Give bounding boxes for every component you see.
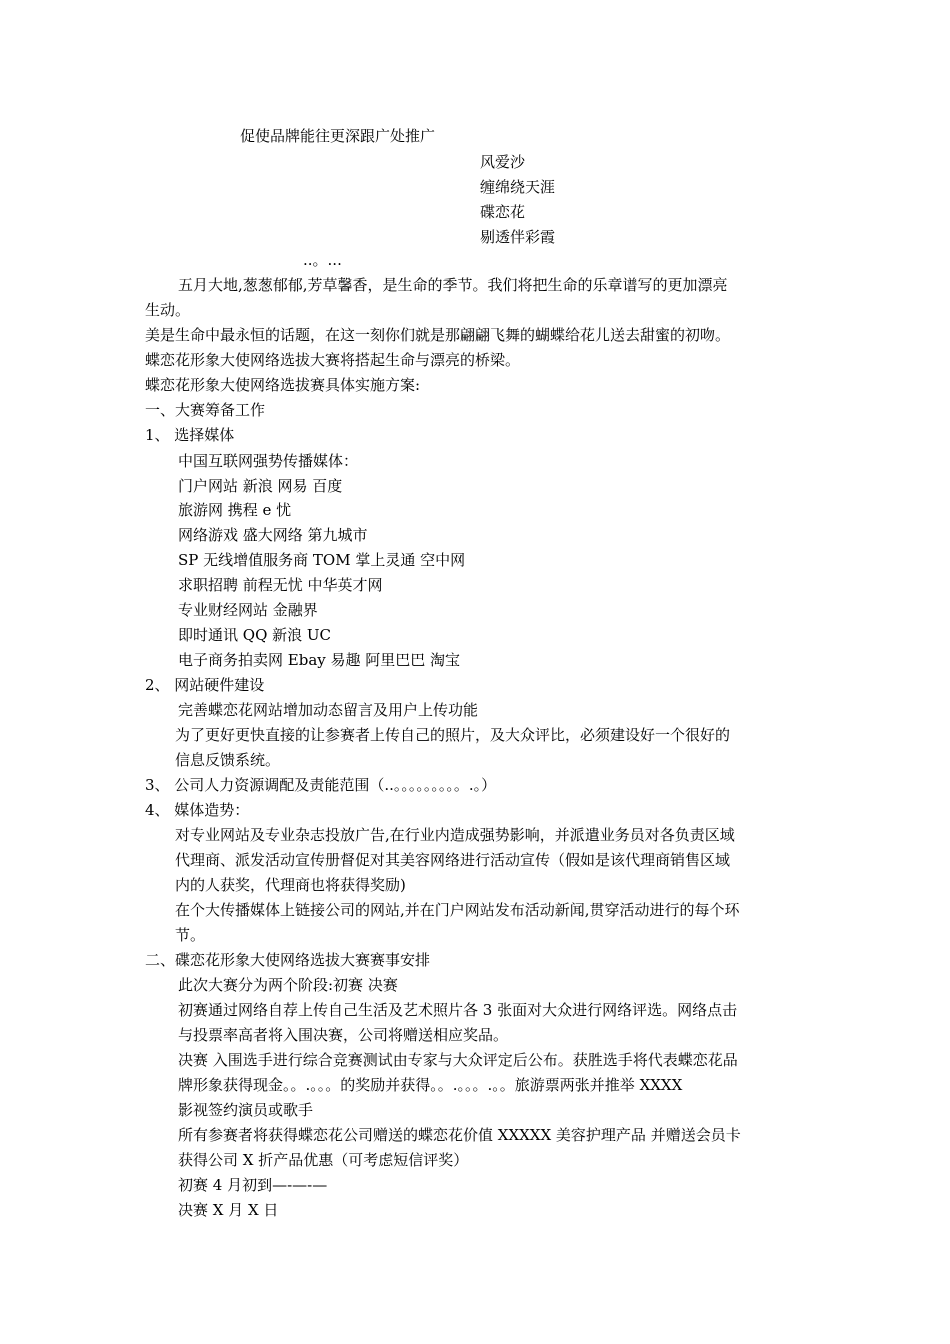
section-1-2-heading: 2、 网站硬件建设 [145, 676, 265, 694]
poem-line-3: 碟恋花 [480, 203, 526, 221]
final-description-cont: 牌形象获得现金。。.。。。的奖励并获得。。.。。。.。。旅游票两张并推举 XXXX [178, 1076, 683, 1094]
media-item: 电子商务拍卖网 Ebay 易趣 阿里巴巴 淘宝 [178, 651, 461, 669]
participant-reward-cont: 获得公司 X 折产品优惠（可考虑短信评奖） [178, 1151, 469, 1169]
section-1-4-heading: 4、 媒体造势： [145, 801, 250, 819]
poem-line-4: 剔透伴彩霞 [480, 228, 556, 246]
media-intro: 中国互联网强势传播媒体： [178, 452, 359, 470]
section-2-heading: 二、碟恋花形象大使网络选拔大赛赛事安排 [145, 951, 431, 969]
section-1-3-heading: 3、 公司人力资源调配及责能范围（..。。。。。。。。。.。） [145, 776, 497, 794]
section-1-1-heading: 1、 选择媒体 [145, 426, 235, 444]
promotion-paragraph-2: 在个大传播媒体上链接公司的网站,并在门户网站发布活动新闻,贯穿活动进行的每个环 [175, 901, 740, 919]
preliminary-description: 初赛通过网络自荐上传自己生活及艺术照片各 3 张面对大众进行网络评选。网络点击 [178, 1001, 738, 1019]
ellipsis: ..。... [303, 251, 342, 269]
final-description-cont: 影视签约演员或歌手 [178, 1101, 314, 1119]
preliminary-description-cont: 与投票率高者将入围决赛，公司将赠送相应奖品。 [178, 1026, 509, 1044]
media-item: SP 无线增值服务商 TOM 掌上灵通 空中网 [178, 551, 466, 569]
media-item: 门户网站 新浪 网易 百度 [178, 477, 343, 495]
hardware-item-1: 完善蝶恋花网站增加动态留言及用户上传功能 [178, 701, 479, 719]
media-item: 网络游戏 盛大网络 第九城市 [178, 526, 368, 544]
plan-title: 蝶恋花形象大使网络选拔赛具体实施方案: [145, 376, 421, 394]
contest-stages: 此次大赛分为两个阶段:初赛 决赛 [178, 976, 398, 994]
final-description: 决赛 入围选手进行综合竞赛测试由专家与大众评定后公布。获胜选手将代表蝶恋花品 [178, 1051, 738, 1069]
promotion-paragraph-2-cont: 节。 [175, 926, 206, 944]
intro-paragraph-3: 蝶恋花形象大使网络选拔大赛将搭起生命与漂亮的桥梁。 [145, 351, 521, 369]
intro-paragraph-1-cont: 生动。 [145, 301, 191, 319]
promotion-paragraph-1: 对专业网站及专业杂志投放广告,在行业内造成强势影响，并派遣业务员对各负责区域 [175, 826, 735, 844]
promotion-paragraph-1-cont: 代理商、派发活动宣传册督促对其美容网络进行活动宣传（假如是该代理商销售区域 [175, 851, 731, 869]
poem-line-1: 风爱沙 [480, 153, 526, 171]
final-date: 决赛 X 月 X 日 [178, 1201, 279, 1219]
media-item: 专业财经网站 金融界 [178, 601, 318, 619]
hardware-item-2-cont: 信息反馈系统。 [175, 751, 281, 769]
preliminary-date: 初赛 4 月初到—-—-— [178, 1176, 328, 1194]
intro-paragraph-2: 美是生命中最永恒的话题，在这一刻你们就是那翩翩飞舞的蝴蝶给花儿送去甜蜜的初吻。 [145, 326, 731, 344]
media-item: 求职招聘 前程无忧 中华英才网 [178, 576, 383, 594]
section-1-heading: 一、大赛筹备工作 [145, 401, 266, 419]
poem-line-2: 缠绵绕天涯 [480, 178, 556, 196]
media-item: 旅游网 携程 e 忧 [178, 501, 292, 519]
promotion-paragraph-1-cont: 内的人获奖，代理商也将获得奖励) [175, 876, 406, 894]
intro-paragraph-1: 五月大地,葱葱郁郁,芳草馨香，是生命的季节。我们将把生命的乐章谱写的更加漂亮 [178, 276, 728, 294]
tagline: 促使品牌能往更深跟广处推广 [240, 127, 436, 145]
participant-reward: 所有参赛者将获得蝶恋花公司赠送的蝶恋花价值 XXXXX 美容护理产品 并赠送会员卡 [178, 1126, 741, 1144]
media-item: 即时通讯 QQ 新浪 UC [178, 626, 332, 644]
hardware-item-2: 为了更好更快直接的让参赛者上传自己的照片，及大众评比，必须建设好一个很好的 [175, 726, 731, 744]
